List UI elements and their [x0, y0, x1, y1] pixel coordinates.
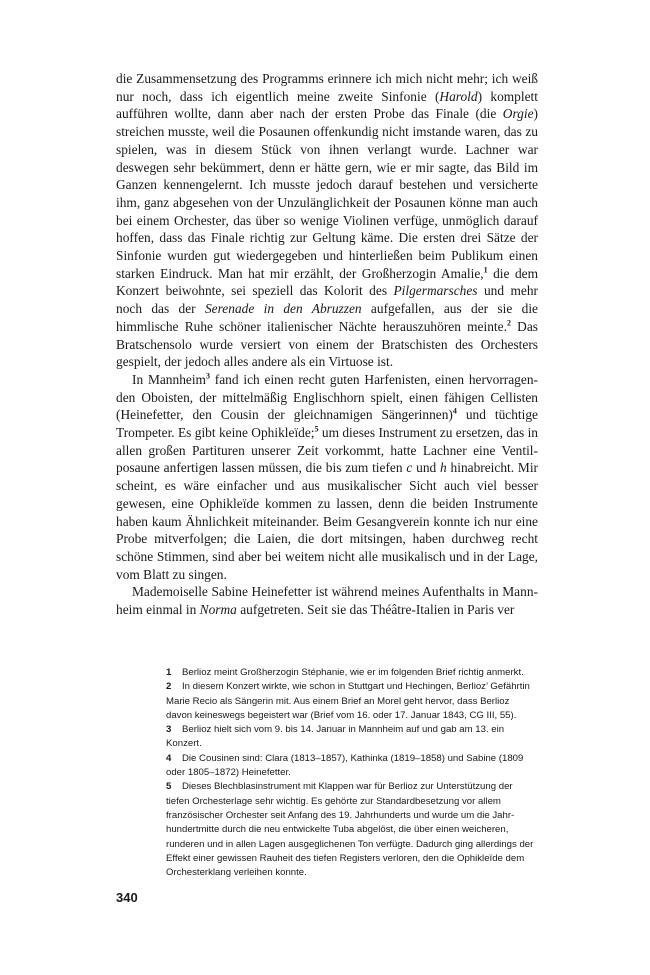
work-title: Harold: [439, 88, 478, 104]
footnote-text: Dieses Blechblasinstrument mit Klappen war für Berlioz zur Unterstützung der tiefen Orchesterlage sehr wichtig. Es gehörte zur Standardbesetzung vor allem französischer Orchester seit Anfang des 19. Jahrhunderts und wurde um die Jahrhundertmitte durch die neu entwickelte Tuba abgelöst, die über einen weicheren, runderen und in allen Lagen ausgeglichenen Ton verfügte. Dadurch ging allerdings der Effekt einer gewissen Rauheit des tiefen Registers verloren, den die Ophikleïde dem Orchesterklang verleihen konnte.: [166, 781, 534, 879]
page-number: 340: [116, 890, 138, 905]
note-name: h: [440, 460, 447, 476]
paragraph-3: [116, 583, 538, 618]
text-run: und: [412, 460, 441, 476]
main-text: [116, 70, 538, 619]
text-run: ) streichen musste, weil die Posaunen offenkundig nicht imstande waren, das zu spielen, was in diesem Stück von ihnen verlangt wurde. Lachner war deswegen sehr bekümmert, denn er hätte gern, wie er mir sagte, das Bild im Ganzen kennengelernt. Ich musste jedoch darauf bestehen und versicherte ihm, ganz abgesehen von der Unzulänglichkeit der Posaunen könne man auch bei einem Orchester, das über so wenige Violinen verfüge, unmöglich darauf hoffen, dass das Finale richtig zur Geltung käme. Die ersten drei Sätze der Sinfonie wurden gut wiedergegeben und hinterließen beim Publikum einen starken Eindruck. Man hat mir erzählt, der Großherzogin Amalie,: [116, 106, 538, 281]
footnote-1: [166, 666, 538, 680]
footnote-5: [166, 780, 538, 880]
footnote-number: 4: [166, 752, 172, 764]
footnote-text: Berlioz hielt sich vom 9. bis 14. Januar in Mannheim auf und gab am 13. ein Konzert.: [166, 724, 505, 750]
footnote-4: [166, 752, 538, 781]
note-name: c: [406, 460, 413, 476]
text-run: aufgefallen, aus der sie die himmlische Ruhe schöner italienischer Nächte herauszuhören meinte.: [116, 301, 538, 334]
footnote-text: Berlioz meint Großherzogin Stéphanie, wie er im folgenden Brief richtig anmerkt.: [182, 667, 524, 678]
footnote-number: 1: [166, 667, 172, 678]
text-run: die dem Konzert beiwohnte, sei speziell das Kolorit des: [116, 265, 538, 299]
text-run: Mademoiselle Sabine Heinefetter ist während meines Aufenthalts in Mannheim einmal in: [116, 584, 538, 618]
footnotes: [166, 666, 538, 880]
footnote-number: 3: [166, 724, 172, 736]
footnote-ref-4[interactable]: 4: [452, 406, 457, 416]
text-run: aufgetreten. Seit sie das Théâtre-Italien in Paris ver: [236, 602, 515, 618]
work-title: Pilgermarsches: [393, 283, 478, 299]
footnote-text: Die Cousinen sind: Clara (1813–1857), Kathinka (1819–1858) und Sabine (1809 oder 1805–1872) Heinefetter.: [166, 752, 524, 779]
footnote-ref-1[interactable]: 1: [483, 265, 488, 275]
work-title: Norma: [199, 602, 237, 618]
footnote-number: 2: [166, 681, 172, 693]
text-run: Das Bratschensolo wurde versiert von einem der Bratschisten des Orchesters gespielt, der jedoch alles andere als ein Virtuose ist.: [116, 318, 538, 370]
text-run: hinabreicht. Mir scheint, es wäre einfacher und aus musikalischer Sicht auch viel besser gewesen, eine Ophikleïde kommen zu lassen, denn die beiden Instrumente haben kaum Ähnlichkeit miteinander. Beim Gesangverein konnte ich nur eine Probe mitverfolgen; die Laien, die dort mitsingen, haben durchweg recht schöne Stimmen, sind aber bei weitem nicht alle musikalisch und in der Lage, vom Blatt zu singen.: [116, 460, 538, 582]
text-run: In Mannheim: [132, 371, 206, 387]
text-run: ) komplett aufführen wollte, dann aber nach der ersten Probe das Finale (die: [116, 88, 538, 122]
text-run: um dieses Instrument zu ersetzen, das in allen großen Partituren unserer Zeit vorkommt, hatte Lachner eine Ventilposaune anfertigen lassen müssen, die bis zum tiefen: [116, 425, 538, 476]
footnote-2: [166, 680, 538, 723]
footnote-number: 5: [166, 781, 172, 793]
footnote-text: In diesem Konzert wirkte, wie schon in Stuttgart und Hechingen, Berlioz’ Gefährtin Marie Recio als Sängerin mit. Aus einem Brief an Morel geht hervor, dass Berlioz davon keineswegs begeistert war (Brief vom 16. oder 17. Januar 1843, CG III, 55).: [166, 681, 530, 721]
footnote-ref-2[interactable]: 2: [506, 318, 511, 328]
footnote-3: [166, 723, 538, 752]
footnote-ref-3[interactable]: 3: [205, 371, 210, 381]
text-run: und mehr noch das der: [116, 283, 539, 317]
footnote-ref-5[interactable]: 5: [314, 424, 319, 434]
paragraph-2: [116, 371, 538, 583]
paragraph-1: [116, 70, 538, 371]
work-title: Orgie: [502, 106, 534, 122]
text-run: fand ich einen recht guten Harfenisten, einen hervorragenden Oboisten, der mittelmäßig Englischhorn spielt, einen fähigen Cellisten (Heinefetter, den Cousin der gleichnamigen Sängerinnen): [116, 371, 538, 423]
text-run: die Zusammensetzung des Programms erinnere ich mich nicht mehr; ich weiß nur noch, dass ich eigentlich meine zweite Sinfonie (: [116, 71, 538, 104]
text-run: und tüchtige Trompeter. Es gibt keine Ophikleïde;: [116, 407, 539, 441]
work-title: Serenade in den Abruzzen: [204, 301, 362, 317]
